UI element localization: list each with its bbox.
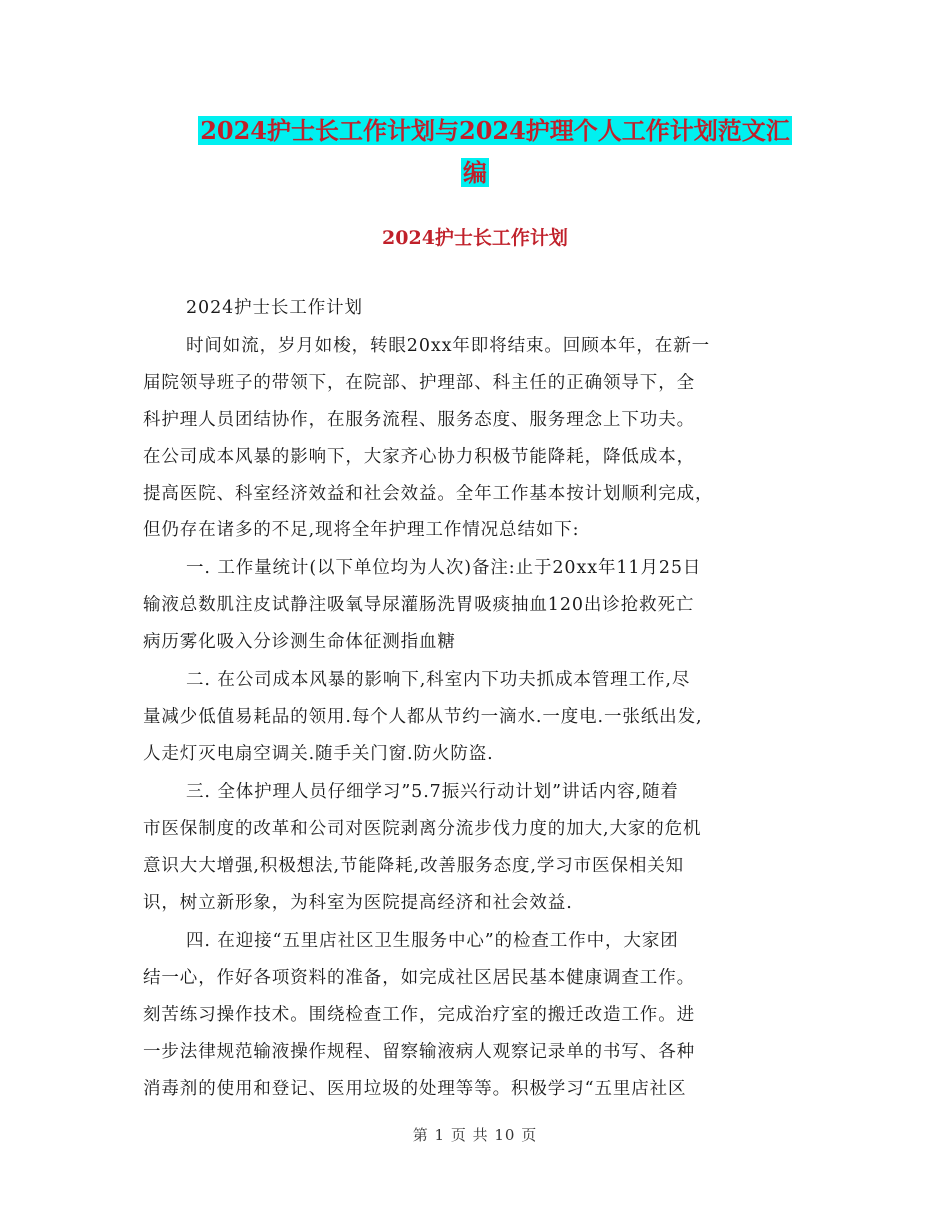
body-line: 但仍存在诸多的不足,现将全年护理工作情况总结如下: [143,520,580,540]
body-line: 届院领导班子的带领下，在院部、护理部、科主任的正确领导下，全 [143,373,695,393]
document-title-line-2: 编 [463,158,487,187]
body-line: 输液总数肌注皮试静注吸氧导尿灌肠洗胃吸痰抽血120出诊抢救死亡 [143,595,695,615]
body-line: 2024护士长工作计划 [186,298,363,318]
body-line: 人走灯灭电扇空调关.随手关门窗.防火防盗. [143,744,494,764]
body-line: 在公司成本风暴的影响下，大家齐心协力积极节能降耗，降低成本， [143,447,695,467]
body-line: 一步法律规范输液操作规程、留察输液病人观察记录单的书写、各种 [143,1042,695,1062]
body-line: 时间如流，岁月如梭，转眼20xx年即将结束。回顾本年，在新一 [186,336,711,356]
body-line: 三. 全体护理人员仔细学习”5.7振兴行动计划”讲话内容,随着 [186,782,679,802]
body-line: 市医保制度的改革和公司对医院剥离分流步伐力度的加大,大家的危机 [143,819,702,839]
body-line: 四. 在迎接“五里店社区卫生服务中心”的检查工作中，大家团 [186,931,679,951]
body-line: 消毒剂的使用和登记、医用垃圾的处理等等。积极学习“五里店社区 [143,1079,687,1099]
body-line: 二. 在公司成本风暴的影响下,科室内下功夫抓成本管理工作,尽 [186,670,691,690]
body-line: 一. 工作量统计(以下单位均为人次)备注:止于20xx年11月25日 [186,558,702,578]
body-line: 意识大大增强,积极想法,节能降耗,改善服务态度,学习市医保相关知 [143,856,685,876]
body-line: 病历雾化吸入分诊测生命体征测指血糖 [143,632,456,652]
body-line: 提高医院、科室经济效益和社会效益。全年工作基本按计划顺利完成， [143,484,714,504]
body-line: 科护理人员团结协作，在服务流程、服务态度、服务理念上下功夫。 [143,410,695,430]
document-title-line-1: 2024护士长工作计划与2024护理个人工作计划范文汇 [200,116,790,145]
body-line: 识，树立新形象，为科室为医院提高经济和社会效益. [143,893,573,913]
body-line: 刻苦练习操作技术。围绕检查工作，完成治疗室的搬迁改造工作。进 [143,1005,695,1025]
body-line: 结一心，作好各项资料的准备，如完成社区居民基本健康调查工作。 [143,968,695,988]
page-number-footer: 第 1 页 共 10 页 [412,1126,538,1144]
body-line: 量减少低值易耗品的领用.每个人都从节约一滴水.一度电.一张纸出发, [143,707,703,727]
section-heading: 2024护士长工作计划 [382,227,568,249]
